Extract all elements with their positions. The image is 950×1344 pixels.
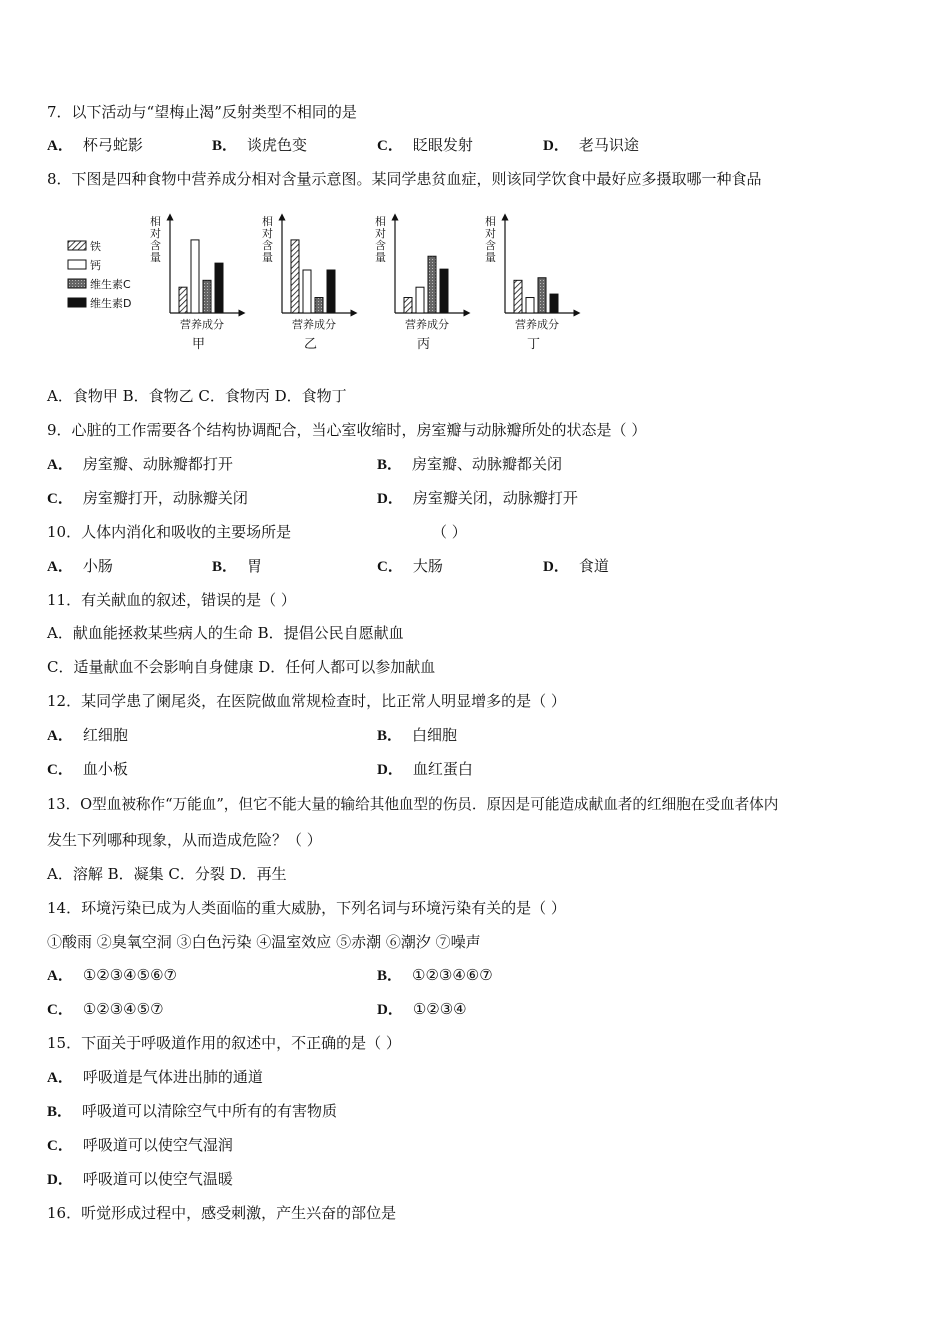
q9-option-c[interactable]: C． 房室瓣打开，动脉瓣关闭 xyxy=(47,489,248,507)
bar-维生素D xyxy=(215,263,223,313)
bar-铁 xyxy=(291,240,299,313)
panel-name: 丙 xyxy=(417,337,431,352)
q14-option-c[interactable]: C． ①②③④⑤⑦ xyxy=(47,1000,164,1018)
q7-option-c[interactable]: C． 眨眼发射 xyxy=(377,136,473,154)
y-axis-label-char: 相 xyxy=(485,215,496,228)
q9-stem: 9．心脏的工作需要各个结构协调配合，当心室收缩时，房室瓣与动脉瓣所处的状态是（ ） xyxy=(47,421,647,439)
q14-option-b[interactable]: B． ①②③④⑥⑦ xyxy=(377,966,493,984)
q10-option-a[interactable]: A． 小肠 xyxy=(47,557,113,575)
bar-钙 xyxy=(191,240,199,313)
bar-维生素C xyxy=(203,280,211,313)
x-axis-label: 营养成分 xyxy=(405,318,449,331)
q13-stem-line-2: 发生下列哪种现象，从而造成危险？（ ） xyxy=(47,831,322,849)
legend-label-4: 维生素D xyxy=(90,297,132,310)
y-axis-label-char: 对 xyxy=(150,227,161,240)
y-axis-label-char: 对 xyxy=(262,227,273,240)
y-axis-label-char: 量 xyxy=(150,251,161,264)
chart-panel-1 xyxy=(150,214,242,352)
bar-维生素D xyxy=(550,294,558,313)
q14-option-a[interactable]: A． ①②③④⑤⑥⑦ xyxy=(47,966,177,984)
q7-stem: 7．以下活动与“望梅止渴”反射类型不相同的是 xyxy=(47,103,357,121)
bar-铁 xyxy=(179,287,187,313)
q11-options-row-1[interactable]: A．献血能拯救某些病人的生命 B．提倡公民自愿献血 xyxy=(47,624,404,642)
legend-label-2: 钙 xyxy=(90,259,101,272)
q8-options[interactable]: A．食物甲 B．食物乙 C．食物丙 D．食物丁 xyxy=(47,387,347,405)
q9-option-b[interactable]: B． 房室瓣、动脉瓣都关闭 xyxy=(377,455,563,473)
q12-option-d[interactable]: D． 血红蛋白 xyxy=(377,760,473,778)
q13-stem-line-1: 13．O型血被称作“万能血”，但它不能大量的输给其他血型的伤员．原因是可能造成献血者的红细胞在受血者体内 xyxy=(47,796,779,813)
y-axis-label-char: 含 xyxy=(485,239,496,252)
panel-name: 甲 xyxy=(192,337,206,352)
bar-维生素C xyxy=(538,278,546,313)
y-axis-label-char: 含 xyxy=(262,239,273,252)
panel-name: 丁 xyxy=(527,337,541,352)
bar-铁 xyxy=(404,298,412,313)
chart-panel-4 xyxy=(485,214,577,352)
q10-stem: 10．人体内消化和吸收的主要场所是 xyxy=(47,523,292,541)
y-axis-label-char: 量 xyxy=(375,251,386,264)
y-axis-label-char: 含 xyxy=(150,239,161,252)
q15-stem: 15．下面关于呼吸道作用的叙述中，不正确的是（ ） xyxy=(47,1034,401,1052)
q10-option-b[interactable]: B． 胃 xyxy=(212,557,263,575)
q11-stem: 11．有关献血的叙述，错误的是（ ） xyxy=(47,591,296,609)
y-axis-label-char: 含 xyxy=(375,239,386,252)
legend-swatch-4 xyxy=(68,298,86,307)
q15-option-a[interactable]: A． 呼吸道是气体进出肺的通道 xyxy=(47,1068,263,1086)
q12-option-c[interactable]: C． 血小板 xyxy=(47,760,128,778)
legend-swatch-1 xyxy=(68,241,86,250)
y-axis-label-char: 相 xyxy=(375,215,386,228)
bar-维生素C xyxy=(428,256,436,313)
bar-铁 xyxy=(514,280,522,313)
q7-option-d[interactable]: D． 老马识途 xyxy=(543,136,639,154)
bar-钙 xyxy=(416,287,424,313)
q15-option-c[interactable]: C． 呼吸道可以使空气湿润 xyxy=(47,1136,233,1154)
panel-name: 乙 xyxy=(304,337,318,352)
chart-legend xyxy=(68,239,131,310)
chart-panel-2 xyxy=(262,214,354,352)
q9-option-d[interactable]: D． 房室瓣关闭，动脉瓣打开 xyxy=(377,489,578,507)
y-axis-label-char: 量 xyxy=(262,251,273,264)
q13-options[interactable]: A．溶解 B．凝集 C．分裂 D．再生 xyxy=(47,865,287,883)
bar-维生素D xyxy=(440,269,448,313)
y-axis-label-char: 对 xyxy=(485,227,496,240)
bar-钙 xyxy=(303,270,311,313)
legend-swatch-2 xyxy=(68,260,86,269)
q14-stem: 14．环境污染已成为人类面临的重大威胁，下列名词与环境污染有关的是（ ） xyxy=(47,899,566,917)
q12-option-a[interactable]: A． 红细胞 xyxy=(47,726,128,744)
q10-answer-paren: （ ） xyxy=(432,523,467,541)
q14-option-d[interactable]: D． ①②③④ xyxy=(377,1000,467,1018)
q10-option-d[interactable]: D． 食道 xyxy=(543,557,609,575)
x-axis-label: 营养成分 xyxy=(292,318,336,331)
q9-option-a[interactable]: A． 房室瓣、动脉瓣都打开 xyxy=(47,455,233,473)
y-axis-label-char: 对 xyxy=(375,227,386,240)
chart-panel-3 xyxy=(375,214,467,352)
q16-stem: 16．听觉形成过程中，感受刺激，产生兴奋的部位是 xyxy=(47,1204,397,1222)
bar-维生素D xyxy=(327,270,335,313)
bar-钙 xyxy=(526,298,534,313)
legend-swatch-3 xyxy=(68,279,86,288)
q10-option-c[interactable]: C． 大肠 xyxy=(377,557,443,575)
q12-stem: 12．某同学患了阑尾炎，在医院做血常规检查时，比正常人明显增多的是（ ） xyxy=(47,692,566,710)
y-axis-label-char: 量 xyxy=(485,251,496,264)
y-axis-label-char: 相 xyxy=(262,215,273,228)
legend-label-3: 维生素C xyxy=(90,278,131,291)
y-axis-label-char: 相 xyxy=(150,215,161,228)
q8-stem: 8．下图是四种食物中营养成分相对含量示意图。某同学患贫血症，则该同学饮食中最好应多摄取哪一种食品 xyxy=(47,170,762,188)
nutrition-bar-charts xyxy=(60,205,600,355)
q12-option-b[interactable]: B． 白细胞 xyxy=(377,726,458,744)
q11-options-row-2[interactable]: C．适量献血不会影响自身健康 D．任何人都可以参加献血 xyxy=(47,658,436,676)
q15-option-b[interactable]: B． 呼吸道可以清除空气中所有的有害物质 xyxy=(47,1102,338,1120)
q14-items: ①酸雨 ②臭氧空洞 ③白色污染 ④温室效应 ⑤赤潮 ⑥潮汐 ⑦噪声 xyxy=(47,933,481,951)
x-axis-label: 营养成分 xyxy=(515,318,559,331)
bar-维生素C xyxy=(315,298,323,313)
x-axis-label: 营养成分 xyxy=(180,318,224,331)
q15-option-d[interactable]: D． 呼吸道可以使空气温暖 xyxy=(47,1170,233,1188)
q7-option-a[interactable]: A． 杯弓蛇影 xyxy=(47,136,143,154)
q7-option-b[interactable]: B． 谈虎色变 xyxy=(212,136,308,154)
legend-label-1: 铁 xyxy=(90,240,101,253)
